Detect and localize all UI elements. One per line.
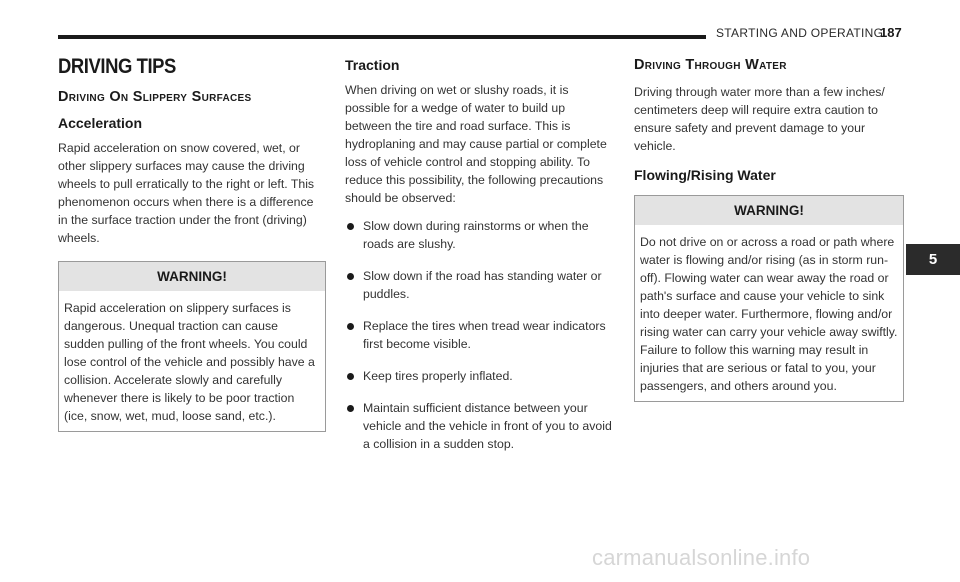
section-title: STARTING AND OPERATING	[716, 26, 884, 40]
bullet-icon	[347, 373, 354, 380]
warning-text: Rapid acceleration on slippery surfaces is dangerous. Unequal traction can cause sudden pulling of the front wheels. You could lose control of the vehicle and possibly have a collision. Accelerate slowly and carefully whenever there is likely to be poor traction (ice, snow, wet, mud, loose sand, etc.).	[64, 301, 315, 423]
list-item: Slow down during rainstorms or when the roads are slushy.	[345, 217, 615, 253]
bullet-icon	[347, 405, 354, 412]
warning-title: WARNING!	[59, 262, 325, 291]
column-middle	[345, 55, 615, 467]
chapter-tab[interactable]: 5	[906, 244, 960, 275]
bullet-icon	[347, 273, 354, 280]
watermark: carmanualsonline.info	[592, 545, 811, 570]
water-paragraph: Driving through water more than a few inches/ centimeters deep will require extra caution to ensure safety and prevent damage to your vehicle.	[634, 85, 885, 153]
column-right	[634, 55, 904, 402]
traction-heading: Traction	[345, 57, 400, 73]
warning-title: WARNING!	[635, 196, 903, 225]
flowing-water-heading: Flowing/Rising Water	[634, 167, 776, 183]
bullet-icon	[347, 323, 354, 330]
list-item: Slow down if the road has standing water or puddles.	[345, 267, 615, 303]
water-heading: Driving Through Water	[634, 57, 787, 73]
list-item: Maintain sufficient distance between your vehicle and the vehicle in front of you to avoid a collision in a sudden stop.	[345, 399, 615, 453]
main-heading: DRIVING TIPS	[58, 55, 176, 78]
bullet-icon	[347, 223, 354, 230]
acceleration-paragraph: Rapid acceleration on snow covered, wet, or other slippery surfaces may cause the driving wheels to pull erratically to the right or left. This phenomenon occurs when there is a difference in the surface traction under the front (driving) wheels.	[58, 141, 315, 245]
list-item: Keep tires properly inflated.	[345, 367, 615, 385]
slippery-surfaces-heading: Driving On Slippery Surfaces	[58, 89, 252, 105]
column-left	[58, 55, 326, 432]
traction-paragraph: When driving on wet or slushy roads, it is possible for a wedge of water to build up between the tire and road surface. This is hydroplaning and may cause partial or complete loss of vehicle control and stopping ability. To reduce this possibility, the following precautions should be observed:	[345, 83, 607, 205]
list-item: Replace the tires when tread wear indicators first become visible.	[345, 317, 615, 353]
traction-bullet-list	[345, 217, 615, 453]
acceleration-heading: Acceleration	[58, 115, 143, 131]
water-warning-box	[634, 195, 904, 402]
acceleration-warning-box	[58, 261, 326, 432]
warning-text: Do not drive on or across a road or path where water is flowing and/or rising (as in storm run-off). Flowing water can wear away the road or path's surface and cause your vehicle to sink into deeper water. Furthermore, flowing and/or rising water can carry your vehicle away swiftly. Failure to follow this warning may result in injuries that are serious or fatal to you, your passengers, and others around you.	[640, 235, 898, 393]
header-rule	[58, 35, 706, 39]
page-number: 187	[880, 25, 902, 40]
